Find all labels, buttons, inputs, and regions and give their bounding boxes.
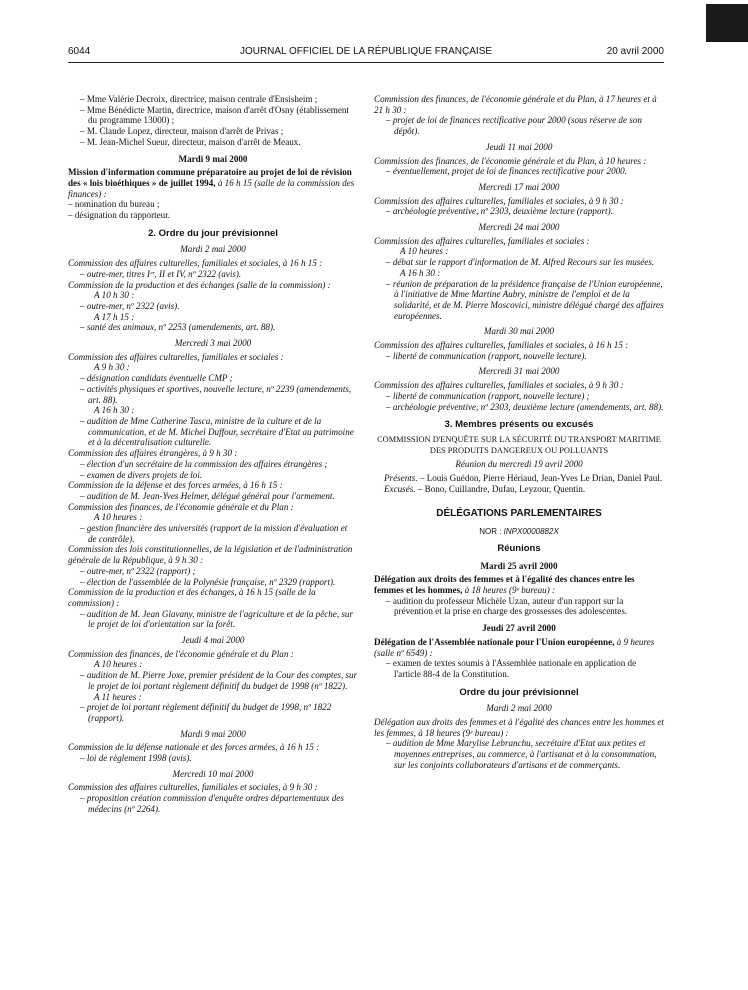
commission-entry: Commission de la défense et des forces armées, à 16 h 15 : [68,480,283,491]
agenda-item: – désignation candidats éventuelle CMP ; [80,373,233,384]
date-heading: Mardi 2 mai 2000 [486,703,552,714]
date-heading: Mardi 2 mai 2000 [180,244,246,255]
excused-names: – Bono, Cuillandre, Dufau, Leyzour, Quentin. [415,483,586,494]
mission-title: Mission d'information commune préparatoire au projet de loi de révision des « lois bioéthiques » de juillet 1994, [68,167,352,188]
list-item: – Mme Valérie Decroix, directrice, maison centrale d'Ensisheim ; [80,94,318,104]
journal-title: JOURNAL OFFICIEL DE LA RÉPUBLIQUE FRANÇAISE [239,46,493,57]
agenda-item: – activités physiques et sportives, nouvelle lecture, nº 2239 (amendements, art. 88). [80,383,352,405]
agenda-item: – liberté de communication (rapport, nouvelle lecture). [386,350,587,361]
agenda-item: – audition du professeur Michèle Uzan, auteur d'un rapport sur la prévention et la prise en charge des grossesses des adolescentes. [386,595,628,617]
right-column [374,94,664,771]
agenda-item: – débat sur le rapport d'information de M. Alfred Recours sur les musées. [386,257,655,268]
time-label: A 10 h 30 : [94,290,135,301]
attendees-present [374,473,664,484]
delegation-entry [374,637,664,658]
commission-entry: Commission des affaires culturelles, familiales et sociales, à 16 h 15 : [68,258,323,269]
commission-entry: Commission des affaires culturelles, familiales et sociales, à 16 h 15 : [374,340,629,351]
commission-entry: Commission de la production et des échanges (salle de la commission) : [68,279,331,290]
section-heading: 2. Ordre du jour prévisionnel [148,227,278,239]
agenda-item: – audition de M. Jean Glavany, ministre de l'agriculture et de la pêche, sur le projet de loi d'orientation sur la forêt. [80,608,354,630]
agenda-item: – projet de loi portant règlement définitif du budget de 1998, nº 1822 (rapport). [80,702,332,723]
agenda-item: – élection d'un secrétaire de la commission des affaires étrangères ; [80,458,328,469]
date-heading: Mercredi 10 mai 2000 [172,768,254,779]
mission-entry [68,167,358,199]
agenda-item: – loi de règlement 1998 (avis). [80,753,192,764]
agenda-item: – gestion financière des universités (rapport de la mission d'évaluation et de contrôle). [80,523,348,544]
date-heading: Mercredi 31 mai 2000 [478,366,560,377]
agenda-item: – audition de Mme Marylise Lebranchu, secrétaire d'Etat aux petites et moyennes entreprises, au commerce, à l'artisanat et à la consommation, sur les conjoints collaborateurs d'artisans et de commerçants. [386,738,657,770]
agenda-item: – audition de M. Pierre Joxe, premier président de la Cour des comptes, sur le projet de loi portant règlement définitif du budget de 1998 (nº 1822). [80,670,358,691]
commission-title: COMMISSION D'ENQUÊTE SUR LA SÉCURITÉ DU TRANSPORT MARITIME DES PRODUITS DANGEREUX OU POLLUANTS [377,434,661,455]
list-item: – Mme Bénédicte Martin, directrice, maison d'arrêt d'Osny (établissement du programme 13000) ; [80,104,349,126]
commission-entry: Commission des affaires culturelles, familiales et sociales, à 9 h 30 : [374,380,624,391]
time-label: A 10 heures : [400,246,449,257]
date-heading: Jeudi 11 mai 2000 [485,141,553,152]
agenda-item: – projet de loi de finances rectificative pour 2000 (sous réserve de son dépôt). [386,115,642,137]
agenda-item: – outre-mer, titres Iᵉʳ, II et IV, nº 2322 (avis). [80,268,242,279]
attendees-excused [374,484,664,495]
agenda-item: – proposition création commission d'enquête ordres départementaux des médecins (nº 2264). [80,793,344,814]
delegation-entry [374,574,664,595]
commission-entry: Commission des affaires culturelles, familiales et sociales : [68,351,284,362]
date-heading: Mercredi 24 mai 2000 [478,222,560,233]
commission-entry: Commission des affaires culturelles, familiales et sociales : [374,235,590,246]
time-label: A 11 heures : [94,691,142,702]
nor-code: INPX0000882X [503,527,559,537]
commission-entry: Commission des affaires culturelles, familiales et sociales, à 9 h 30 : [374,195,624,206]
delegation-name: Délégation aux droits des femmes et à l'égalité des chances entre les femmes et les hommes, [374,574,635,596]
agenda-item: – élection de l'assemblée de la Polynésie française, nº 2329 (rapport). [80,576,336,587]
agenda-item: – archéologie préventive, nº 2303, deuxième lecture (amendements, art. 88). [386,401,664,412]
date-heading: Jeudi 27 avril 2000 [482,623,556,634]
present-label: Présents. [384,473,418,484]
section-heading: 3. Membres présents ou excusés [444,419,594,431]
commission-entry: Commission des affaires culturelles, familiales et sociales, à 9 h 30 : [68,782,318,793]
date-heading: Mercredi 17 mai 2000 [478,181,560,192]
time-label: A 10 heures : [94,659,143,670]
time-label: A 10 heures : [94,512,143,523]
date-heading: Mardi 30 mai 2000 [483,326,555,337]
agenda-item: – éventuellement, projet de loi de finances rectificative pour 2000. [386,166,627,177]
list-item: – M. Claude Lopez, directeur, maison d'arrêt de Privas ; [80,126,284,137]
commission-entry: Commission des finances, de l'économie générale et du Plan, à 17 heures et à 21 h 30 : [374,94,657,115]
agenda-item: – santé des animaux, nº 2253 (amendements, art. 88). [80,322,276,333]
list-item: – M. Jean-Michel Sueur, directeur, maison d'arrêt de Meaux. [80,136,301,147]
delegation-time: à 9 heures (salle nº 6549) : [374,636,655,658]
mission-time: à 16 h 15 (salle de la commission des finances) : [68,177,355,199]
agenda-item: – archéologie préventive, nº 2303, deuxième lecture (rapport). [386,206,613,217]
time-label: A 16 h 30 : [94,405,135,416]
delegation-time: à 18 heures (9ᵉ bureau) : [462,585,556,596]
commission-entry: Commission des finances, de l'économie générale et du Plan : [68,648,294,659]
issue-date: 20 avril 2000 [606,46,664,57]
agenda-item: – outre-mer, nº 2322 (rapport) ; [80,565,196,576]
agenda-item: – examen de divers projets de loi. [80,469,203,480]
commission-entry: Commission de la défense nationale et des forces armées, à 16 h 15 : [68,742,320,753]
corner-tab [706,4,748,42]
commission-entry: Commission des affaires étrangères, à 9 h 30 : [68,448,238,459]
date-heading: Mercredi 3 mai 2000 [174,338,252,349]
agenda-item: – liberté de communication (rapport, nouvelle lecture) ; [386,390,590,401]
agenda-item: – audition de Mme Catherine Tasca, ministre de la culture et de la communication, et de M. Michel Duffour, secrétaire d'Etat au patrimoine et à la décentralisation culturelle. [80,415,354,448]
nor-reference [374,527,664,538]
agenda-item: – outre-mer, nº 2322 (avis). [80,300,180,311]
section-heading: Ordre du jour prévisionnel [459,686,579,698]
commission-entry: Commission des finances, de l'économie générale et du Plan, à 10 heures : [374,155,647,166]
excused-label: Excusés. [384,483,416,494]
page-number: 6044 [68,46,91,57]
time-label: A 17 h 15 : [94,311,135,322]
delegation-entry: Délégation aux droits des femmes et à l'égalité des chances entre les hommes et les femmes, à 18 heures (9ᵉ bureau) : [374,717,664,738]
delegations-heading: DÉLÉGATIONS PARLEMENTAIRES [436,507,602,519]
page-header [68,46,664,62]
left-column [68,94,358,815]
reunions-heading: Réunions [497,542,541,554]
delegation-name: Délégation de l'Assemblée nationale pour l'Union européenne, [374,636,615,647]
agenda-item: – audition de M. Jean-Yves Helmer, délégué général pour l'armement. [80,490,335,501]
agenda-item: – examen de textes soumis à l'Assemblée nationale en application de l'article 88-4 de la Constitution. [386,658,637,679]
list-item: – nomination du bureau ; [68,199,160,210]
commission-entry: Commission des lois constitutionnelles, de la législation et de l'administration générale de la République, à 9 h 30 : [68,544,353,566]
meeting-date: Réunion du mercredi 19 avril 2000 [455,459,583,470]
list-item: – désignation du rapporteur. [68,210,171,221]
time-label: A 9 h 30 : [94,362,130,373]
time-label: A 16 h 30 : [400,267,441,278]
commission-entry: Commission de la production et des échanges, à 16 h 15 (salle de la commission) : [68,587,316,608]
date-heading: Mardi 9 mai 2000 [180,728,246,739]
header-rule [68,62,664,63]
agenda-item: – réunion de préparation de la présidence française de l'Union européenne, à l'initiative de Mme Martine Aubry, ministre de l'emploi et de la solidarité, et de M. Pierre Moscovici, ministre délégué chargé des affaires européennes. [386,278,664,321]
present-names: – Louis Guédon, Pierre Hériaud, Jean-Yves Le Drian, Daniel Paul. [417,473,663,484]
date-heading: Mardi 9 mai 2000 [178,153,248,164]
date-heading: Mardi 25 avril 2000 [480,560,558,571]
commission-entry: Commission des finances, de l'économie générale et du Plan : [68,501,294,512]
nor-label: NOR : [479,527,504,537]
date-heading: Jeudi 4 mai 2000 [181,635,245,646]
